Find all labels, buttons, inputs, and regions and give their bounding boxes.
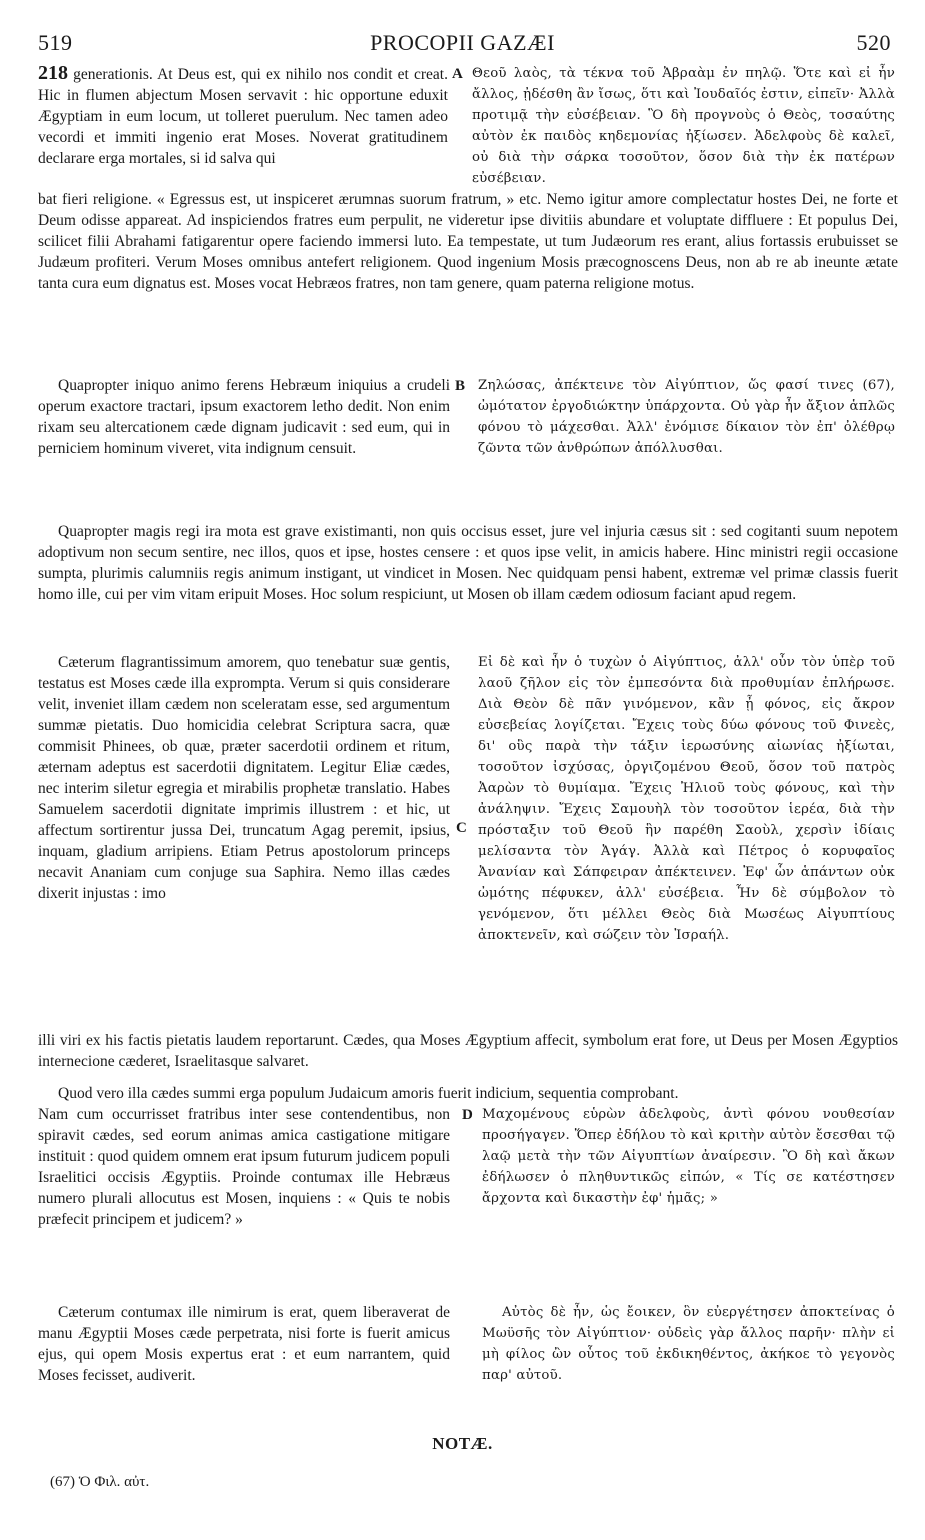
latin-paragraph-1-continued: bat fieri religione. « Egressus est, ut inspiceret ærumnas suorum fratrum, » etc. Nemo igitur amore complectatur hostes Dei, ne forte et Deum odisse appareat. Ad inspiciendos fratres eum perpulit, ne videretur ipse divitiis abundare et voluptate diffluere : Et populus Dei, scilicet filii Abrahami fatigarentur opere faciendo immersi luto. Ea tempestate, ut tum Judæorum res erant, alius fortassis erubuisset se Judæum profiteri. Verum Moses omnibus antefert religionem. Quod ingenium Mosis præcognoscens Deus, non ab re ab ineunte ætate tanta cura eum dignatus est. Moses vocat Hebræos fratres, non tam genere, quam paterna religione motus. [38, 191, 898, 292]
notes-heading: NOTÆ. [432, 1434, 493, 1453]
greek-paragraph-5: Αὐτὸς δὲ ἦν, ὡς ἔοικεν, ὃν εὐεργέτησεν ἀποκτείνας ὁ Μωϋσῆς τὸν Αἰγύπτιον· οὐδεὶς γὰρ ἄλλος παρῆν· πλὴν εἰ μὴ φίλος ὢν οὗτος τοῦ ἐκδικηθέντος, ἀκήκοε τὸ γεγονὸς παρ' αὐτοῦ. [482, 1305, 895, 1383]
running-title: PROCOPII GAZÆI [370, 30, 555, 55]
latin-paragraph-3: Quapropter magis regi ira mota est grave existimanti, non quis occisus esset, jure vel injuria cæsus sit : sed cogitanti suum nepotem adoptivum non secum sentire, nec illos, quos et ipse, hostes censere : et quos ipse velit, in amicis habere. Hinc ministri regii occasione sumpta, plurimis calumniis regis animum instigant, ut vindicet in Mosen. Nec quidquam pensi habent, extremæ vel primæ classis fuerit homo ille, cui per vim vitam eripuit Moses. Hoc solum respiciunt, ut Mosen ob illam cædem odiosum faciant apud regem. [38, 523, 898, 603]
page-number-right: 520 [856, 30, 891, 55]
greek-paragraph-2: Ζηλώσας, ἀπέκτεινε τὸν Αἰγύπτιον, ὥς φασί τινες (67), ὠμότατον ἐργοδιώκτην ὑπάρχοντα. Οὐ γὰρ ἦν ἄξιον ἁπλῶς φόνου τὸ μάχεσθαι. Ἀλλ' ἐνόμισε δίκαιον τὸν ἐπ' ὀλέθρῳ ζῶντα τῶν ἀνθρώπων ἀπόλλυσθαι. [478, 378, 895, 456]
margin-letter-b: B [455, 378, 466, 394]
margin-letter-d: D [462, 1107, 473, 1123]
latin-paragraph-6: Nam cum occurrisset fratribus inter sese contendentibus, non spiravit cædes, sed eorum animas amica castigatione mitigare instituit : quod quidem omnem erat ipsum futurum judicem populi Israelitici occisis Ægyptiis. Proinde contumax ille Hebræus numero plurali allocutus est Mosen, inquiens : « Quis te nobis præfecit principem et judicem? » [38, 1106, 450, 1228]
column-number: 218 [38, 62, 68, 84]
margin-letter-c: C [456, 820, 467, 836]
latin-paragraph-5: illi viri ex his factis pietatis laudem reportarunt. Cædes, qua Moses Ægyptium affecit, symbolum erat fore, ut Deus per Mosen Ægyptios internecione cæderet, Israelitasque salvaret. [38, 1032, 898, 1070]
latin-paragraph-4: Cæterum flagrantissimum amorem, quo tenebatur suæ gentis, testatus est Moses cæde illa exprompta. Verum si quis considerare velit, inveniet illam cædem non sceleratam esse, sed argumentum summæ pietatis. Duo homicidia celebrat Scriptura sacra, quæ commisit Phinees, ob quæ, præter sacerdotii ordinem et ritum, æternam adeptus est sacerdotii dignitatem. Legitur Eliæ cædes, nec interim siletur egregia et mirabilis prophetæ translatio. Habes Samuelem sacerdotii dignitate imprimis illustrem : et hic, ut affectum sortirentur jussa Dei, truncatum Agag peremit, ipsius, inquam, gladium arripiens. Etiam Petrus apostolorum princeps necavit Ananiam cum conjuge sua Saphira. Nemo illas cædes dixerit injustas : imo [38, 654, 450, 902]
latin-paragraph-2: Quapropter iniquo animo ferens Hebræum iniquius a crudeli operum exactore tractari, ipsum exactorem letho dedit. Non enim rixam seu altercationem cæde dignam judicavit : sed eum, qui in perniciem hominum viveret, vita indignum censuit. [38, 377, 450, 457]
latin-paragraph-6-top: Quod vero illa cædes summi erga populum Judaicum amoris fuerit indicium, sequentia comprobant. [58, 1085, 679, 1102]
latin-paragraph-7: Cæterum contumax ille nimirum is erat, quem liberaverat de manu Ægyptii Moses cæde perpetrata, nisi forte is fuerit amicus ejus, qui opem Mosis expertus erat : et eum narrantem, quid Moses fecisset, audiverit. [38, 1304, 450, 1384]
footnote-67: (67) Ὁ Φιλ. αὐτ. [50, 1474, 150, 1490]
greek-paragraph-4: Μαχομένους εὑρὼν ἀδελφοὺς, ἀντὶ φόνου νουθεσίαν προσήγαγεν. Ὅπερ ἐδήλου τὸ καὶ κριτὴν αὐτὸν ἔσεσθαι τῷ λαῷ μετὰ τὴν τῶν Αἰγυπτίων ἀναίρεσιν. Ὃ δὴ καὶ ἄκων ἐδήλωσεν ὁ πληθυντικῶς εἰπών, « Τίς σε κατέστησεν ἄρχοντα καὶ δικαστὴν ἐφ' ἡμᾶς; » [482, 1107, 895, 1206]
page-number-left: 519 [38, 30, 73, 55]
margin-letter-a: A [452, 66, 463, 82]
greek-paragraph-3: Εἰ δὲ καὶ ἦν ὁ τυχὼν ὁ Αἰγύπτιος, ἀλλ' οὖν τὸν ὑπὲρ τοῦ λαοῦ ζῆλον εἰς τὸν ἐμπεσόντα διὰ προθυμίαν ἐπλήρωσε. Διὰ Θεὸν δὲ πᾶν γινόμενον, κἂν ᾖ φόνος, εἰς ἄκρον εὐσεβείας λογίζεται. Ἔχεις τοὺς δύω φόνους τοῦ Φινεὲς, δι' οὓς παρὰ τὴν τάξιν ἱερωσύνης αἰωνίας ἠξίωται, τοσοῦτον ἰσχύσας, ὀργιζομένου Θεοῦ, ὅσον τοῦ πατρὸς Ἀαρὼν τὸ θυμίαμα. Ἔχεις Ἠλιοῦ τοὺς φόνους, καὶ τὴν ἀνάληψιν. Ἔχεις Σαμουὴλ τὸν τοσοῦτον ἱερέα, διὰ τὴν πρόσταξιν τοῦ Θεοῦ ἣν παρέθη Σαοὺλ, χερσὶν ἰδίαις μελίσαντα τὸν Ἀγάγ. Ἀλλὰ καὶ Πέτρος ὁ κορυφαῖος Ἀνανίαν καὶ Σάπφειραν ἀπέκτεινεν. Ἐφ' ὧν ἁπάντων οὐκ ὠμότης πέφυκεν, ἀλλ' εὐσέβεια. Ἦν δὲ σύμβολον τὸ γενόμενον, ὅτι μέλλει Θεὸς διὰ Μωσέως Αἰγυπτίους ἀποκτενεῖν, καὶ σώζειν τὸν Ἰσραήλ. [478, 655, 895, 943]
greek-paragraph-1: Θεοῦ λαὸς, τὰ τέκνα τοῦ Ἀβραὰμ ἐν πηλῷ. Ὅτε καὶ εἰ ἦν ἄλλος, ᾐδέσθη ἂν ἴσως, ὅτι καὶ Ἰουδαῖός ἐστιν, εἰπεῖν· Ἀλλὰ προτιμᾷ τὴν εὐσέβειαν. Ὃ δὴ προγνοὺς ὁ Θεὸς, τοσαύτης αὐτὸν ἐκ παιδὸς κηδεμονίας ἠξίωσεν. Ἀδελφοὺς δὲ καλεῖ, οὐ διὰ τὴν σάρκα τοσοῦτον, ὅσον διὰ τὴν ἐκ πατέρων εὐσέβειαν. [472, 66, 895, 186]
latin-paragraph-1: 218 generationis. At Deus est, qui ex nihilo nos condit et creat. Hic in flumen abjectum Mosen servavit : hic opportune eduxit Ægyptiam in eum locum, ut tolleret puerulum. Nec tamen adeo vecordi et immiti ingenio erat Moses. Noverat gratitudinem declarare erga mortales, si id salva qui [38, 62, 448, 167]
